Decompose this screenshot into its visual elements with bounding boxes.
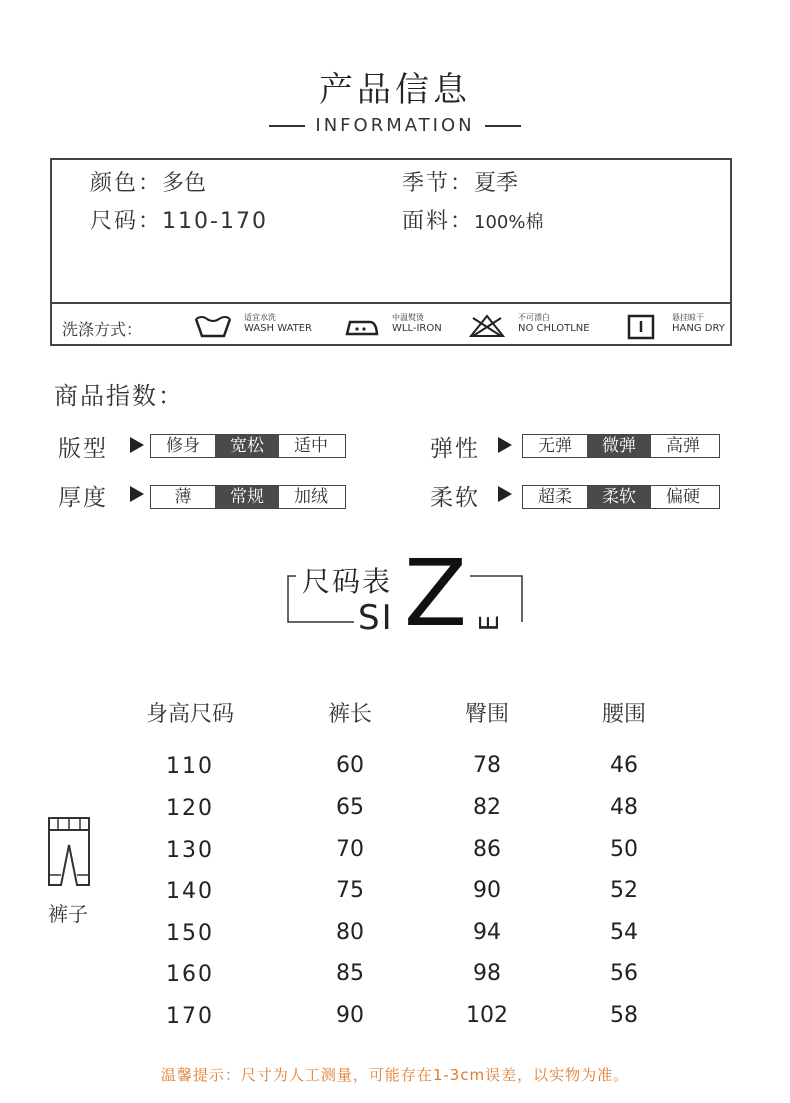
- size-heading-cn: 尺码表: [302, 565, 393, 598]
- care-no-bleach-cn: 不可漂白: [518, 313, 550, 322]
- page-title: 产品信息: [319, 70, 471, 110]
- table-cell: 90: [473, 878, 501, 903]
- care-item-wash: [194, 312, 324, 342]
- care-hang-dry-cn: 悬挂晾干: [672, 313, 704, 322]
- table-cell: 50: [610, 837, 638, 862]
- table-cell: 54: [610, 920, 638, 945]
- care-item-no-bleach: [468, 312, 608, 342]
- season-value: 夏季: [474, 171, 519, 196]
- arrow-icon: [130, 486, 144, 502]
- table-cell: 52: [610, 878, 638, 903]
- table-cell: 82: [473, 795, 501, 820]
- size-header-height: 身高尺码: [145, 702, 234, 727]
- table-cell: 48: [610, 795, 638, 820]
- arrow-icon: [498, 486, 512, 502]
- arrow-icon: [498, 437, 512, 453]
- right-dash: [485, 125, 521, 127]
- index-title: 商品指数：: [54, 382, 184, 410]
- scale-fit-option: 修身: [166, 436, 200, 456]
- scale-softness-option-selected: 柔软: [587, 486, 651, 508]
- care-wash-cn: 适宜水洗: [244, 313, 276, 322]
- care-item-iron: [344, 312, 454, 342]
- size-header-waist: 腰围: [601, 702, 646, 727]
- size-heading-e: E: [475, 614, 506, 632]
- scale-fit-option: 适中: [294, 436, 328, 456]
- size-value: 110-170: [162, 209, 268, 234]
- size-heading-si: SI: [358, 598, 394, 638]
- table-cell: 86: [473, 837, 501, 862]
- scale-thickness-option-selected: 常规: [215, 486, 279, 508]
- scale-thickness-option: 加绒: [294, 487, 328, 507]
- size-row: [90, 204, 268, 235]
- care-no-bleach-text: [518, 312, 590, 334]
- table-cell: 160: [166, 962, 214, 987]
- hang-dry-icon: [626, 314, 656, 340]
- table-cell: 130: [166, 838, 214, 863]
- scale-softness: [522, 485, 720, 509]
- product-info-box: [50, 158, 732, 346]
- care-label: 洗涤方式：: [62, 320, 143, 339]
- table-cell: 80: [336, 920, 364, 945]
- scale-elasticity-option-selected: 微弹: [587, 435, 651, 457]
- scale-fit-option-selected: 宽松: [215, 435, 279, 457]
- scale-elasticity-option: 无弹: [538, 436, 572, 456]
- left-dash: [269, 125, 305, 127]
- table-cell: 65: [336, 795, 364, 820]
- care-wash-en: WASH WATER: [244, 323, 313, 334]
- table-cell: 90: [336, 1003, 364, 1028]
- size-header-length: 裤长: [327, 702, 372, 727]
- fabric-row: [402, 204, 543, 235]
- table-cell: 150: [166, 921, 214, 946]
- subtitle-text: INFORMATION: [315, 115, 475, 136]
- index-label-thickness: 厚度: [58, 485, 108, 511]
- wash-tub-icon: [194, 314, 232, 338]
- index-label-fit: 版型: [58, 436, 108, 462]
- table-cell: 102: [466, 1003, 508, 1028]
- care-iron-cn: 中温熨烫: [392, 313, 424, 322]
- scale-elasticity-option: 高弹: [666, 436, 700, 456]
- table-cell: 85: [336, 961, 364, 986]
- care-hang-dry-text: [672, 312, 725, 334]
- care-no-bleach-en: NO CHLOTLNE: [518, 323, 590, 334]
- care-iron-text: [392, 312, 442, 334]
- table-cell: 170: [166, 1004, 214, 1029]
- scale-softness-option: 偏硬: [666, 487, 700, 507]
- table-cell: 70: [336, 837, 364, 862]
- season-row: [402, 166, 518, 197]
- table-cell: 46: [610, 753, 638, 778]
- iron-icon: [344, 314, 380, 338]
- care-divider: [52, 302, 730, 304]
- no-bleach-icon: [468, 314, 506, 338]
- size-header-hip: 臀围: [464, 702, 509, 727]
- index-label-elasticity: 弹性: [430, 436, 480, 462]
- scale-thickness: [150, 485, 346, 509]
- scale-thickness-option: 薄: [174, 487, 192, 507]
- scale-elasticity: [522, 434, 720, 458]
- care-wash-text: [244, 312, 312, 334]
- pants-icon: [46, 815, 92, 887]
- scale-fit: [150, 434, 346, 458]
- index-label-softness: 柔软: [430, 485, 480, 511]
- table-cell: 98: [473, 961, 501, 986]
- fabric-label: 面料：: [402, 209, 475, 234]
- table-cell: 110: [166, 754, 214, 779]
- table-cell: 140: [166, 879, 214, 904]
- footer-note: 温馨提示：尺寸为人工测量，可能存在1-3cm误差，以实物为准。: [160, 1066, 630, 1084]
- table-cell: 60: [336, 753, 364, 778]
- color-label: 颜色：: [90, 171, 163, 196]
- arrow-icon: [130, 437, 144, 453]
- pants-label: 裤子: [48, 902, 88, 926]
- table-cell: 58: [610, 1003, 638, 1028]
- table-cell: 75: [336, 878, 364, 903]
- table-cell: 78: [473, 753, 501, 778]
- color-value: 多色: [162, 171, 207, 196]
- fabric-value: 100%棉: [474, 212, 544, 233]
- size-label: 尺码：: [90, 209, 163, 234]
- page-subtitle: [0, 115, 790, 136]
- care-item-hang-dry: [626, 312, 730, 342]
- table-cell: 120: [166, 796, 214, 821]
- season-label: 季节：: [402, 171, 475, 196]
- table-cell: 56: [610, 961, 638, 986]
- scale-softness-option: 超柔: [538, 487, 572, 507]
- table-cell: 94: [473, 920, 501, 945]
- care-hang-dry-en: HANG DRY: [672, 323, 725, 334]
- color-row: [90, 166, 206, 197]
- care-iron-en: WLL-IRON: [392, 323, 442, 334]
- size-heading-z: Z: [404, 540, 468, 647]
